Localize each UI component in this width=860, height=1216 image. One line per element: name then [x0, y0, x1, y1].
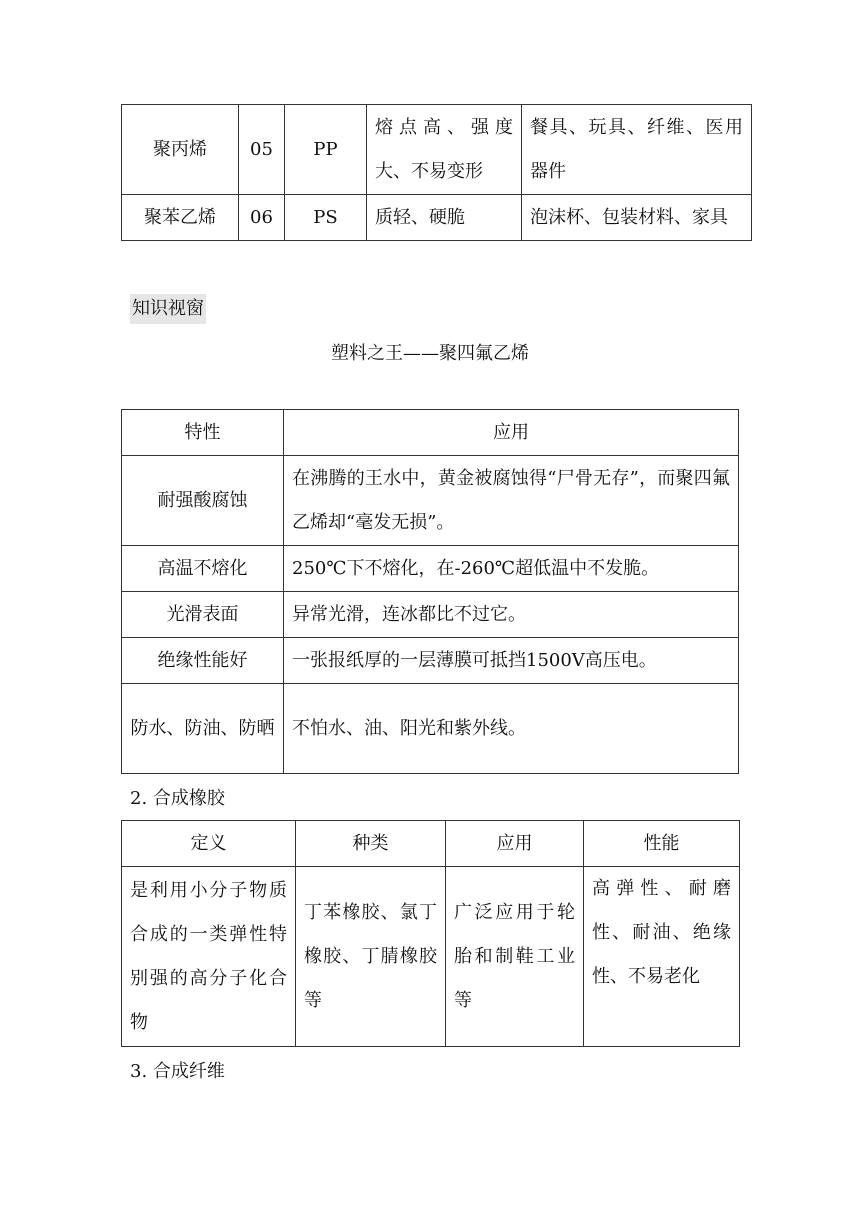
- plastics-table: [121, 104, 752, 241]
- section-3-heading: 3. 合成纤维: [130, 1061, 225, 1082]
- header-application: 应用: [446, 821, 584, 867]
- header-property: 特性: [122, 410, 284, 456]
- plastic-code: 06: [239, 195, 285, 241]
- rubber-types: 丁苯橡胶、氯丁橡胶、丁腈橡胶等: [296, 867, 446, 1047]
- ptfe-application: 在沸腾的王水中，黄金被腐蚀得“尸骨无存”，而聚四氟乙烯却“毫发无损”。: [284, 456, 739, 546]
- section-2-heading: 2. 合成橡胶: [130, 788, 225, 809]
- knowledge-window-badge: 知识视窗: [130, 294, 206, 324]
- rubber-performance: 高弹性、耐磨性、耐油、绝缘性、不易老化: [584, 867, 740, 1047]
- rubber-application: 广泛应用于轮胎和制鞋工业等: [446, 867, 584, 1047]
- header-performance: 性能: [584, 821, 740, 867]
- plastic-abbr: PS: [285, 195, 367, 241]
- plastic-properties: 质轻、硬脆: [367, 195, 522, 241]
- plastic-abbr: PP: [285, 105, 367, 195]
- ptfe-application: 异常光滑，连冰都比不过它。: [284, 592, 739, 638]
- header-types: 种类: [296, 821, 446, 867]
- plastic-name: 聚苯乙烯: [122, 195, 239, 241]
- ptfe-application: 250℃下不熔化，在-260℃超低温中不发脆。: [284, 546, 739, 592]
- plastic-code: 05: [239, 105, 285, 195]
- table-row: [122, 867, 740, 1047]
- ptfe-property: 耐强酸腐蚀: [122, 456, 284, 546]
- plastic-properties: 熔点高、强度大、不易变形: [367, 105, 522, 195]
- table-header-row: [122, 410, 739, 456]
- table-row: [122, 456, 739, 546]
- plastic-name: 聚丙烯: [122, 105, 239, 195]
- ptfe-property: 绝缘性能好: [122, 638, 284, 684]
- table-row: [122, 684, 739, 774]
- plastic-uses: 餐具、玩具、纤维、医用器件: [522, 105, 752, 195]
- ptfe-title: 塑料之王——聚四氟乙烯: [331, 343, 529, 364]
- table-header-row: [122, 821, 740, 867]
- rubber-definition: 是利用小分子物质合成的一类弹性特别强的高分子化合物: [122, 867, 296, 1047]
- table-row: [122, 638, 739, 684]
- header-definition: 定义: [122, 821, 296, 867]
- header-application: 应用: [284, 410, 739, 456]
- ptfe-property: 高温不熔化: [122, 546, 284, 592]
- ptfe-application: 一张报纸厚的一层薄膜可抵挡1500V高压电。: [284, 638, 739, 684]
- ptfe-table: [121, 409, 739, 774]
- ptfe-application: 不怕水、油、阳光和紫外线。: [284, 684, 739, 774]
- table-row: [122, 592, 739, 638]
- rubber-table: [121, 820, 740, 1047]
- plastic-uses: 泡沫杯、包装材料、家具: [522, 195, 752, 241]
- table-row: [122, 546, 739, 592]
- table-row: [122, 105, 752, 195]
- ptfe-property: 光滑表面: [122, 592, 284, 638]
- table-row: [122, 195, 752, 241]
- ptfe-property: 防水、防油、防晒: [122, 684, 284, 774]
